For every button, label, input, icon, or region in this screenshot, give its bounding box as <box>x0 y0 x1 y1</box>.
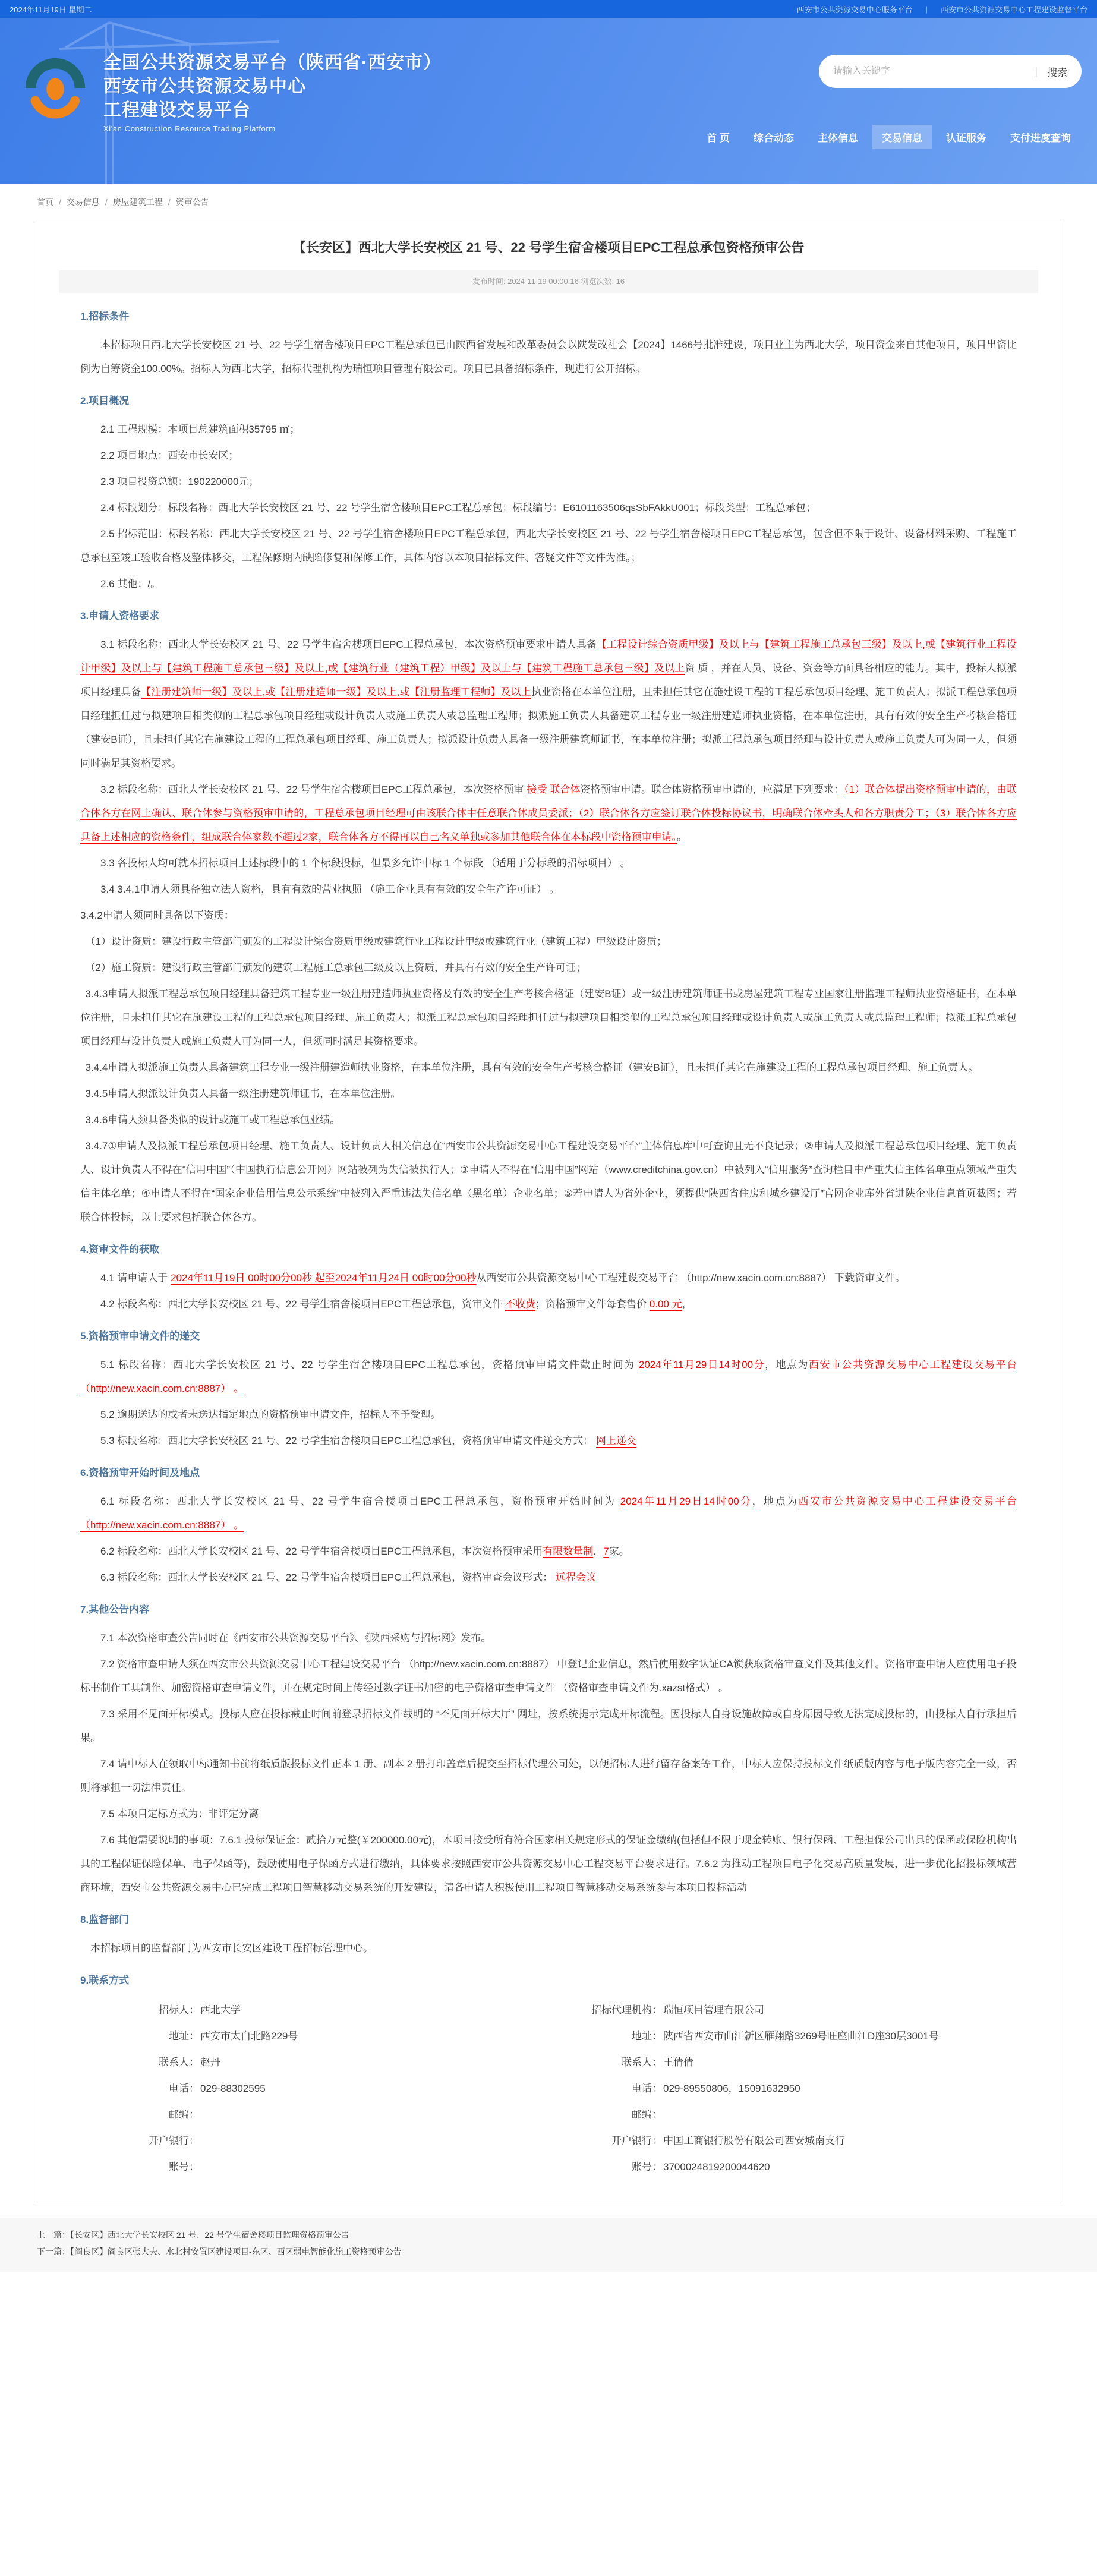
paragraph <box>80 444 1017 468</box>
section-heading: 8.监督部门 <box>80 1914 130 1925</box>
text-run: 3.4.7①申请人及拟派工程总承包项目经理、施工负责人、设计负责人相关信息在“西安市公共资源交易中心工程建设交易平台”主体信息库中可查询且无不良记录；②申请人及拟派工程总承包项目经理、施工负责人、设计负责人不得在“信用中国”（中国执行信息公开网）网站被列为失信被执行人；③申请人不得在“信用中国”网站（www.creditchina.gov.cn）中被列入“信用服务”查询栏目中严重失信主体名单重点领域严重失信主体名单；④申请人不得在“国家企业信用信息公示系统”中被列入严重违法失信名单（黑名单）企业名单；⑤若申请人为省外企业，须提供“陕西省住房和城乡建设厅”官网企业库外省进陕企业信息首页截图；若联合体投标，以上要求包括联合体各方。 <box>80 1140 1017 1223</box>
text-run: ；资格预审文件每套售价 <box>535 1298 650 1310</box>
search-bar <box>819 55 1082 88</box>
text-run: 7.2 资格审查申请人须在西安市公共资源交易中心工程建设交易平台 （http://new.xacin.com.cn:8887） 中登记企业信息，然后使用数字认证CA锁获取资格审查文件及其他文件。资格审查申请人应使用电子投标书制作工具制作、加密资格审查申请文件，并在规定时间上传经过数字证书加密的电子资格审查申请文件 （资格审查申请文件为.xazst格式） 。 <box>80 1659 1017 1694</box>
contact-section <box>80 1997 1017 2180</box>
nav-item-trade[interactable]: 交易信息 <box>872 125 932 149</box>
paragraph <box>80 1490 1017 1537</box>
breadcrumb-separator: / <box>59 197 61 207</box>
contact-value: 赵丹 <box>200 2057 220 2068</box>
section-heading: 5.资格预审申请文件的递交 <box>80 1330 200 1342</box>
breadcrumb-item[interactable]: 首页 <box>37 197 53 207</box>
site-title-national: 全国公共资源交易平台（陕西省·西安市） <box>103 53 442 72</box>
text-run: 6.2 标段名称：西北大学长安校区 21 号、22 号学生宿舍楼项目EPC工程总承包，本次资格预审采用 <box>100 1546 543 1557</box>
paragraph <box>80 333 1017 381</box>
paragraph <box>80 1802 1017 1826</box>
text-run: 7.3 采用不见面开标模式。投标人应在投标截止时间前登录招标文件载明的 “不见面开标大厅” 网址，按系统提示完成开标流程。因投标人自身设施故障或自身原因导致无法完成投标的，由投标人自行承担后果。 <box>80 1708 1017 1743</box>
text-run: 2.2 项目地点：西安市长安区； <box>100 450 239 461</box>
contact-value: 瑞恒项目管理有限公司 <box>663 2004 764 2016</box>
paragraph <box>80 418 1017 442</box>
text-run: 3.4 3.4.1申请人须具备独立法人资格，具有有效的营业执照 （施工企业具有有效的安全生产许可证） 。 <box>100 884 560 895</box>
nav-item-subject[interactable]: 主体信息 <box>818 133 858 144</box>
contact-row <box>122 1997 569 2023</box>
brand <box>20 51 442 133</box>
text-run: 5.3 标段名称：西北大学长安校区 21 号、22 号学生宿舍楼项目EPC工程总承包，资格预审申请文件递交方式： <box>100 1435 597 1446</box>
highlighted-text: 2024年11月19日 00时00分00秒 起至2024年11月24日 00时00分00秒 <box>171 1272 477 1284</box>
contact-row <box>122 2102 569 2128</box>
text-run: （2）施工资质：建设行政主管部门颁发的建筑工程施工总承包三级及以上资质，并具有有效的安全生产许可证； <box>85 962 586 973</box>
contact-row <box>122 2023 569 2050</box>
breadcrumb-item: 资审公告 <box>175 197 209 207</box>
text-run: 执业资格在本单位注册，且未担任其它在施建设工程的工程总承包项目经理、施工负责人；拟派工程总承包项目经理担任过与拟建项目相类似的工程总承包项目经理或设计负责人或施工负责人或总监理工程师；拟派施工负责人具备建筑工程专业一级注册建造师执业资格，在本单位注册，具有有效的安全生产考核合格证（建安B证），且未担任其它在施建设工程的工程总承包项目经理、施工负责人；拟派设计负责人具备一级注册建筑师证书，在本单位注册；拟派工程总承包项目经理与设计负责人或施工负责人可为同一人，但须同时满足其资格要求。 <box>80 686 1017 769</box>
search-button[interactable]: 搜索 <box>1047 67 1067 78</box>
text-run: 7.4 请中标人在领取中标通知书前将纸质版投标文件正本 1 册、副本 2 册打印盖章后提交至招标代理公司处，以便招标人进行留存备案等工作，中标人应保持投标文件纸质版内容与电子版内容完全一致，否则将承担一切法律责任。 <box>80 1758 1017 1793</box>
text-run: 从西安市公共资源交易中心工程建设交易平台 （http://new.xacin.com.cn:8887） 下载资审文件。 <box>476 1272 906 1284</box>
text-run: 3.1 标段名称：西北大学长安校区 21 号、22 号学生宿舍楼项目EPC工程总承包，本次资格预审要求申请人具备 <box>100 639 597 650</box>
text-run: 3.4.2申请人须同时具备以下资质： <box>80 910 234 921</box>
section-heading: 4.资审文件的获取 <box>80 1244 160 1255</box>
text-run: 5.1 标段名称：西北大学长安校区 21 号、22 号学生宿舍楼项目EPC工程总承包，资格预审申请文件截止时间为 <box>100 1359 639 1370</box>
text-run: 7.1 本次资格审查公告同时在《西安市公共资源交易平台》、《陕西采购与招标网》发布。 <box>100 1632 491 1644</box>
text-run: 2.5 招标范围：标段名称：西北大学长安校区 21 号、22 号学生宿舍楼项目EPC工程总承包，西北大学长安校区 21 号、22 号学生宿舍楼项目EPC工程总承包，包含但不限于设计、设备材料采购、工程施工总承包至竣工验收合格及整体移交，工程保修期内缺陷修复和保修工作，具体内容以本项目招标文件、答疑文件等文件为准。； <box>80 528 1017 563</box>
contact-row <box>122 2154 569 2180</box>
contact-label: 邮编： <box>632 2109 662 2120</box>
paragraph <box>80 1353 1017 1401</box>
paragraph <box>80 1566 1017 1590</box>
highlighted-text: 不收费 <box>505 1298 536 1310</box>
paragraph <box>80 1653 1017 1700</box>
text-run: 资 质 ，并在人员、设备、资金等方面具备相应的能力。其中，投标人拟派项目经理具备 <box>80 663 1017 698</box>
section-heading: 2.项目概况 <box>80 395 130 406</box>
paragraph <box>80 1429 1017 1453</box>
site-title-platform: 工程建设交易平台 <box>103 100 251 120</box>
contact-value: 西北大学 <box>200 2004 241 2016</box>
paragraph <box>80 852 1017 875</box>
search-input[interactable] <box>833 66 1025 77</box>
breadcrumb-item[interactable]: 交易信息 <box>66 197 100 207</box>
text-run: 3.2 标段名称：西北大学长安校区 21 号、22 号学生宿舍楼项目EPC工程总承包，本次资格预审 <box>100 784 527 795</box>
text-run: 3.4.3申请人拟派工程总承包项目经理具备建筑工程专业一级注册建造师执业资格及有效的安全生产考核合格证（建安B证）或一级注册建筑师证书或房屋建筑工程专业国家注册监理工程师执业资格证书，在本单位注册，且未担任其它在施建设工程的工程总承包项目经理、施工负责人；拟派工程总承包项目经理担任过与拟建项目相类似的工程总承包项目经理或设计负责人或施工负责人或总监理工程师；拟派工程总承包项目经理与设计负责人或施工负责人可为同一人，但须同时满足其资格要求。 <box>80 988 1017 1047</box>
paragraph <box>80 522 1017 570</box>
paragraph <box>80 778 1017 849</box>
highlighted-text: 【注册建筑师一级】及以上,或【注册建造师一级】及以上,或【注册监理工程师】及以上 <box>141 686 531 698</box>
text-run: 2.3 项目投资总额：190220000元； <box>100 476 259 487</box>
contact-row <box>122 2076 569 2102</box>
contact-value: 中国工商银行股份有限公司西安城南支行 <box>663 2135 845 2146</box>
announcement-card <box>36 220 1061 2203</box>
topbar-link-divider: | <box>925 4 928 14</box>
site-title-english: Xi'an Construction Resource Trading Platform <box>103 124 276 133</box>
contact-label: 联系人： <box>622 2057 662 2068</box>
contact-value: 3700024819200044620 <box>663 2161 770 2173</box>
section-heading: 1.招标条件 <box>80 311 130 322</box>
text-run: 本招标项目的监督部门为西安市长安区建设工程招标管理中心。 <box>90 1943 373 1954</box>
contact-label: 账号： <box>632 2161 662 2173</box>
contact-label: 开户银行： <box>149 2135 199 2146</box>
next-label: 下一篇： <box>37 2247 70 2256</box>
highlighted-text: 网上递交 <box>596 1435 637 1446</box>
main-nav <box>697 125 1080 149</box>
site-titles <box>103 51 442 133</box>
prev-label: 上一篇： <box>37 2230 70 2240</box>
breadcrumb-separator: / <box>105 197 108 207</box>
highlighted-text: 【工程设计综合资质甲级】及以上与【建筑工程施工总承包三级】及以上,或【建筑行业工程设计甲级】及以上与【建筑工程施工总承包三级】及以上,或【建筑行业（建筑工程）甲级】及以上与【建筑工程施工总承包三级】及以上 <box>80 639 1017 674</box>
paragraph <box>80 1108 1017 1132</box>
paragraph <box>80 1056 1017 1080</box>
text-run: ，地点为 <box>765 1359 809 1370</box>
contact-right <box>569 1997 1017 2180</box>
contact-label: 招标代理机构： <box>591 2004 662 2016</box>
paragraph <box>80 904 1017 928</box>
text-run: 4.2 标段名称：西北大学长安校区 21 号、22 号学生宿舍楼项目EPC工程总承包，资审文件 <box>100 1298 506 1310</box>
article-body <box>80 305 1017 1992</box>
text-run: 3.4.5申请人拟派设计负责人具备一级注册建筑师证书，在本单位注册。 <box>85 1088 401 1099</box>
nav-item-news[interactable]: 综合动态 <box>754 133 794 144</box>
nav-item-cert[interactable]: 认证服务 <box>946 133 986 144</box>
topbar <box>0 0 1097 18</box>
contact-value: 陕西省西安市曲江新区雁翔路3269号旺座曲江D座30层3001号 <box>663 2030 939 2042</box>
contact-label: 地址： <box>632 2030 662 2042</box>
contact-label: 联系人： <box>159 2057 199 2068</box>
contact-row <box>122 2050 569 2076</box>
text-run: 2.1 工程规模：本项目总建筑面积35795 ㎡； <box>100 424 300 435</box>
breadcrumb-separator: / <box>168 197 171 207</box>
contact-row <box>569 2128 1017 2154</box>
next-article-link[interactable]: 【阎良区】阎良区张大夫、水北村安置区建设项目-东区、西区弱电智能化施工资格预审公告 <box>70 2247 402 2256</box>
paragraph <box>80 1082 1017 1106</box>
contact-left <box>80 1997 569 2180</box>
contact-row <box>569 1997 1017 2023</box>
paragraph <box>80 1828 1017 1900</box>
paragraph <box>80 1937 1017 1960</box>
contact-label: 电话： <box>169 2083 199 2094</box>
text-run: 3.3 各投标人均可就本招标项目上述标段中的 1 个标段投标，但最多允许中标 1 个标段 （适用于分标段的招标项目） 。 <box>100 857 631 869</box>
text-run: 5.2 逾期送达的或者未送达指定地点的资格预审申请文件，招标人不予受理。 <box>100 1409 441 1420</box>
text-run: 3.4.4申请人拟派施工负责人具备建筑工程专业一级注册建造师执业资格，在本单位注册，具有有效的安全生产考核合格证（建安B证），且未担任其它在施建设工程的工程总承包项目经理、施工负责人。 <box>85 1062 979 1073</box>
breadcrumb-item[interactable]: 房屋建筑工程 <box>112 197 163 207</box>
text-run: 本招标项目西北大学长安校区 21 号、22 号学生宿舍楼项目EPC工程总承包已由陕西省发展和改革委员会以陕发改社会【2024】1466号批准建设，项目业主为西北大学，项目资金来自其他项目，项目出资比例为自筹资金100.00%。招标人为西北大学，招标代理机构为瑞恒项目管理有限公司。项目已具备招标条件，现进行公开招标。 <box>80 339 1017 374</box>
text-run: 资格预审申请。联合体资格预审申请的，应满足下列要求： <box>580 784 844 795</box>
highlighted-text: 西安市公共资源交易中心工程建设交易平台 （http://new.xacin.com.cn:8887） 。 <box>80 1496 1017 1531</box>
contact-value: 西安市太白北路229号 <box>200 2030 298 2042</box>
text-run: ， <box>593 1546 604 1557</box>
search-divider: | <box>1035 65 1038 77</box>
section-heading: 6.资格预审开始时间及地点 <box>80 1467 200 1478</box>
highlighted-text: （1）联合体提出资格预审申请的，由联合体各方在网上确认、联合体参与资格预审申请的，工程总承包项目经理可由该联合体中任意联合体成员委派；（2）联合体各方应签订联合体投标协议书，明确联合体牵头人和各方职责分工；（3）联合体各方应具备上述相应的资格条件，组成联合体家数不超过2家，联合体各方不得再以自己名义单独或参加其他联合体在本标段中资格预审申请。 <box>80 784 1017 843</box>
topbar-date: 2024年11月19日 星期二 <box>10 5 92 14</box>
highlighted-text: 远程会议 <box>556 1572 597 1583</box>
text-run: 。 <box>676 831 687 843</box>
text-run: 4.1 请申请人于 <box>100 1272 171 1284</box>
prev-article-link[interactable]: 【长安区】西北大学长安校区 21 号、22 号学生宿舍楼项目监理资格预审公告 <box>70 2230 349 2240</box>
contact-label: 电话： <box>632 2083 662 2094</box>
text-run: 家。 <box>609 1546 629 1557</box>
contact-label: 地址： <box>169 2030 199 2042</box>
text-run: 2.6 其他：/。 <box>100 578 161 589</box>
section-heading: 3.申请人资格要求 <box>80 610 160 622</box>
highlighted-text: 西安市公共资源交易中心工程建设交易平台 （http://new.xacin.com.cn:8887） 。 <box>80 1359 1017 1394</box>
contact-row <box>122 2128 569 2154</box>
contact-label: 账号： <box>169 2161 199 2173</box>
paragraph <box>80 572 1017 596</box>
text-run: （1）设计资质：建设行政主管部门颁发的工程设计综合资质甲级或建筑行业工程设计甲级或建筑行业（建筑工程）甲级设计资质； <box>85 936 667 947</box>
contact-value: 王倩倩 <box>663 2057 693 2068</box>
paragraph <box>80 1266 1017 1290</box>
paragraph <box>80 496 1017 520</box>
contact-row <box>569 2154 1017 2180</box>
footer <box>0 2218 1097 2272</box>
highlighted-text: 2024年11月29日14时00分 <box>620 1496 752 1507</box>
topbar-links <box>797 4 1087 15</box>
text-run: 3.4.6申请人须具备类似的设计或施工或工程总承包业绩。 <box>85 1114 341 1125</box>
highlighted-text: 7 <box>603 1546 609 1557</box>
contact-label: 开户银行： <box>611 2135 662 2146</box>
text-run: 6.3 标段名称：西北大学长安校区 21 号、22 号学生宿舍楼项目EPC工程总承包，资格审查会议形式： <box>100 1572 556 1583</box>
text-run: ，地点为 <box>752 1496 799 1507</box>
contact-row <box>569 2076 1017 2102</box>
highlighted-text: 2024年11月29日14时00分 <box>638 1359 765 1370</box>
topbar-link[interactable]: 西安市公共资源交易中心工程建设监督平台 <box>940 5 1087 14</box>
site-title-center: 西安市公共资源交易中心 <box>103 77 306 96</box>
breadcrumb <box>0 184 1097 213</box>
section-heading: 9.联系方式 <box>80 1975 130 1986</box>
publish-meta: 发布时间: 2024-11-19 00:00:16 浏览次数: 16 <box>59 270 1038 293</box>
contact-value: 029-89550806，15091632950 <box>663 2083 800 2094</box>
paragraph <box>80 470 1017 494</box>
text-run: 7.6 其他需要说明的事项：7.6.1 投标保证金：贰拾万元整(￥200000.00元)，本项目接受所有符合国家相关规定形式的保证金缴纳(包括但不限于现金转账、银行保函、工程担保公司出具的保函或保险机构出具的工程保证保险保单、电子保函等)，鼓励使用电子保函方式进行缴纳，具体要求按照西安市公共资源交易中心工程交易平台要求进行。7.6.2 为推动工程项目电子化交易高质量发展，进一步优化招投标领域营商环境，西安市公共资源交易中心已完成工程项目智慧移动交易系统的开发建设，请各申请人积极使用工程项目智慧移动交易系统参与本项目投标活动 <box>80 1834 1017 1893</box>
nav-item-home[interactable]: 首 页 <box>707 133 730 144</box>
highlighted-text: 接受 联合体 <box>527 784 581 795</box>
paragraph <box>80 930 1017 954</box>
prev-article-line <box>37 2227 1060 2243</box>
text-run: 6.1 标段名称：西北大学长安校区 21 号、22 号学生宿舍楼项目EPC工程总承包，资格预审开始时间为 <box>100 1496 620 1507</box>
topbar-link[interactable]: 西安市公共资源交易中心服务平台 <box>796 5 913 14</box>
contact-row <box>569 2023 1017 2050</box>
platform-logo-icon <box>20 51 90 125</box>
text-run: ， <box>682 1298 692 1310</box>
page-title: 【长安区】西北大学长安校区 21 号、22 号学生宿舍楼项目EPC工程总承包资格预审公告 <box>292 240 805 255</box>
paragraph <box>80 1540 1017 1563</box>
text-run: 7.5 本项目定标方式为：非评定分离 <box>100 1808 259 1820</box>
paragraph <box>80 982 1017 1054</box>
paragraph <box>80 633 1017 775</box>
paragraph <box>80 878 1017 901</box>
paragraph <box>80 1292 1017 1316</box>
paragraph <box>80 1702 1017 1750</box>
contact-label: 招标人： <box>159 2004 199 2016</box>
paragraph <box>80 1403 1017 1427</box>
next-article-line <box>37 2243 1060 2260</box>
contact-label: 邮编： <box>169 2109 199 2120</box>
text-run: 2.4 标段划分：标段名称：西北大学长安校区 21 号、22 号学生宿舍楼项目EPC工程总承包；标段编号：E6101163506qsSbFAkkU001；标段类型：工程总承包； <box>100 502 817 513</box>
site-header <box>0 18 1097 184</box>
highlighted-text: 有限数量制 <box>543 1546 594 1557</box>
paragraph <box>80 1752 1017 1800</box>
highlighted-text: 0.00 元 <box>649 1298 682 1310</box>
contact-row <box>569 2102 1017 2128</box>
paragraph <box>80 1626 1017 1650</box>
contact-value: 029-88302595 <box>200 2083 266 2094</box>
paragraph <box>80 956 1017 980</box>
nav-item-pay[interactable]: 支付进度查询 <box>1010 133 1071 144</box>
contact-row <box>569 2050 1017 2076</box>
section-heading: 7.其他公告内容 <box>80 1604 150 1615</box>
paragraph <box>80 1134 1017 1229</box>
